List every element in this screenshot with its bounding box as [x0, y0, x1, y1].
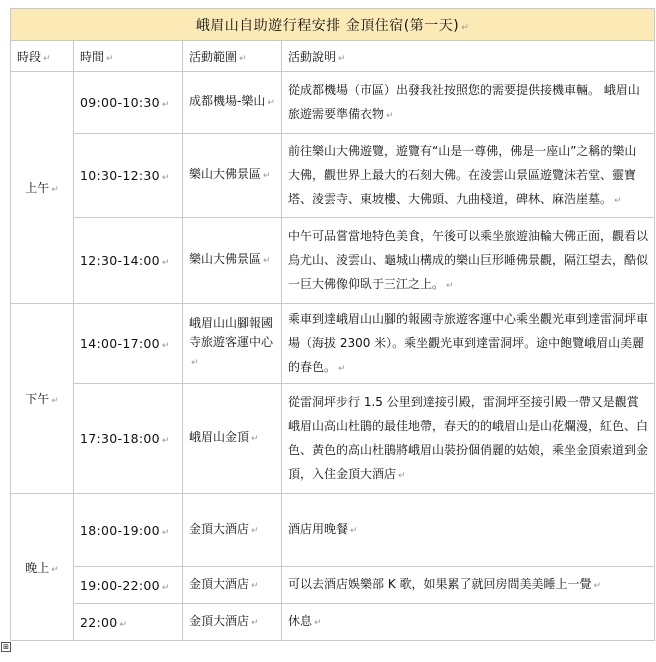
header-slot[interactable]: 時段 ↵	[11, 41, 74, 72]
desc-cell[interactable]: 乘車到達峨眉山山腳的報國寺旅遊客運中心乘坐觀光車到達雷洞坪車場（海拔 2300 米）。乘坐觀光車到達雷洞坪。途中飽覽峨眉山美麗的春色。 ↵	[282, 304, 655, 384]
time-cell[interactable]: 22:00 ↵	[74, 604, 183, 641]
desc-cell[interactable]: 酒店用晚餐 ↵	[282, 494, 655, 567]
desc-cell[interactable]: 從成都機場（市區）出發我社按照您的需要提供接機車輛。 峨眉山旅遊需要準備衣物 ↵	[282, 72, 655, 134]
table-row	[11, 218, 655, 304]
time-cell[interactable]: 14:00-17:00 ↵	[74, 304, 183, 384]
time-cell[interactable]: 09:00-10:30 ↵	[74, 72, 183, 134]
time-cell[interactable]: 12:30-14:00 ↵	[74, 218, 183, 304]
header-desc[interactable]: 活動說明 ↵	[282, 41, 655, 72]
place-cell[interactable]: 金頂大酒店 ↵	[183, 494, 282, 567]
place-cell[interactable]: 樂山大佛景區 ↵	[183, 134, 282, 218]
time-cell[interactable]: 18:00-19:00 ↵	[74, 494, 183, 567]
desc-cell[interactable]: 休息 ↵	[282, 604, 655, 641]
table-row	[11, 567, 655, 604]
place-cell[interactable]: 金頂大酒店 ↵	[183, 604, 282, 641]
time-cell[interactable]: 17:30-18:00 ↵	[74, 384, 183, 494]
time-cell[interactable]: 19:00-22:00 ↵	[74, 567, 183, 604]
desc-cell[interactable]: 從雷洞坪步行 1.5 公里到達接引殿，雷洞坪至接引殿一帶又是觀賞峨眉山高山杜鵑的最佳地帶，春天的的峨眉山是山花爛漫，紅色、白色、黃色的高山杜鵑將峨眉山裝扮個俏麗的姑娘，乘坐金頂索道到金頂，入住金頂大酒店 ↵	[282, 384, 655, 494]
header-time[interactable]: 時間 ↵	[74, 41, 183, 72]
desc-cell[interactable]: 中午可品嘗當地特色美食，午後可以乘坐旅遊油輪大佛正面，觀看以烏尤山、淩雲山、龜城山構成的樂山巨形睡佛景觀，隔江望去，酷似一巨大佛像仰臥于三江之上。 ↵	[282, 218, 655, 304]
table-row	[11, 72, 655, 134]
slot-evening[interactable]: 晚上 ↵	[11, 494, 74, 641]
table-row	[11, 384, 655, 494]
header-place[interactable]: 活動範圍 ↵	[183, 41, 282, 72]
place-cell[interactable]: 峨眉山山腳報國寺旅遊客運中心↵	[183, 304, 282, 384]
table-row	[11, 604, 655, 641]
desc-cell[interactable]: 前往樂山大佛遊覽，遊覽有“山是一尊佛，佛是一座山”之稱的樂山大佛，觀世界上最大的石刻大佛。在淩雲山景區遊覽沫若堂、靈寶塔、淩雲寺、東坡樓、大佛頭、九曲棧道，碑林、麻浩崖墓。 ↵	[282, 134, 655, 218]
place-cell[interactable]: 樂山大佛景區 ↵	[183, 218, 282, 304]
table-row	[11, 494, 655, 567]
place-cell[interactable]: 成都機場-樂山 ↵	[183, 72, 282, 134]
table-move-handle-icon[interactable]: ⊞	[1, 642, 11, 652]
itinerary-table	[10, 8, 655, 641]
table-row	[11, 304, 655, 384]
paragraph-mark-icon: ↵	[461, 22, 470, 33]
table-title-cell[interactable]	[11, 9, 655, 41]
slot-morning[interactable]: 上午 ↵	[11, 72, 74, 304]
table-row	[11, 134, 655, 218]
slot-afternoon[interactable]: 下午 ↵	[11, 304, 74, 494]
place-cell[interactable]: 峨眉山金頂 ↵	[183, 384, 282, 494]
header-row	[11, 41, 655, 72]
table-title: 峨眉山自助遊行程安排 金頂住宿(第一天)	[195, 17, 460, 34]
time-cell[interactable]: 10:30-12:30 ↵	[74, 134, 183, 218]
desc-cell[interactable]: 可以去酒店娛樂部 K 歌，如果累了就回房間美美睡上一覺 ↵	[282, 567, 655, 604]
place-cell[interactable]: 金頂大酒店 ↵	[183, 567, 282, 604]
